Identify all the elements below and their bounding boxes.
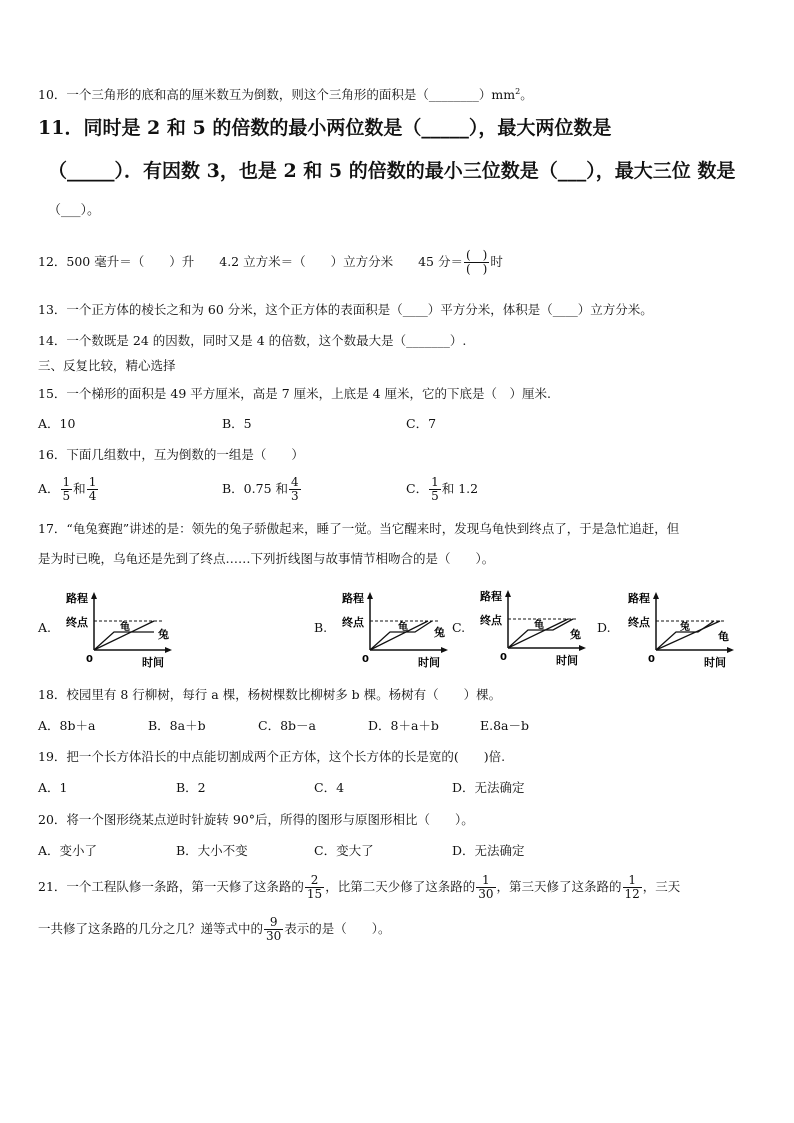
q17-option-d[interactable]: D. — [597, 620, 611, 635]
q21-f4-num: 9 — [264, 916, 283, 930]
q16-b-num: 4 — [291, 475, 299, 489]
graph-d-x-label: 时间 — [704, 656, 726, 668]
graph-c-x-label: 时间 — [556, 654, 578, 666]
q21-frac-4 — [264, 916, 283, 943]
graph-b-origin: 0 — [362, 654, 369, 665]
q18-option-b[interactable]: B．8a＋b — [148, 718, 206, 733]
question-18: 18．校园里有 8 行柳树，每行 a 棵，杨树棵数比柳树多 b 棵。杨树有（ ）棵。 — [38, 687, 502, 702]
graph-b-turtle: 龟 — [398, 622, 408, 633]
q19-option-a[interactable]: A．1 — [38, 780, 68, 795]
q20-option-b[interactable]: B．大小不变 — [176, 843, 248, 858]
question-11-line3: （___）。 — [48, 203, 101, 218]
q21-text-2: ，比第二天少修了这条路的 — [325, 879, 476, 894]
q17-option-b[interactable]: B. — [314, 620, 328, 635]
question-14: 14．一个数既是 24 的因数，同时又是 4 的倍数，这个数最大是（_______）. — [38, 333, 467, 348]
graph-d-rabbit: 兔 — [680, 622, 690, 633]
q21-f2-num: 1 — [476, 874, 495, 888]
q17-option-c[interactable]: C. — [452, 620, 466, 635]
graph-d-end-label: 终点 — [628, 616, 650, 629]
q15-option-c[interactable]: C．7 — [406, 416, 437, 431]
q18-option-a[interactable]: A．8b＋a — [38, 718, 96, 733]
q16-option-c[interactable] — [406, 476, 478, 503]
graph-a-rabbit: 兔 — [158, 628, 169, 641]
q12-den: ( ) — [465, 262, 488, 276]
q21-frac-3 — [623, 874, 642, 901]
q16-a-f2-num: 1 — [88, 475, 97, 489]
q21-frac-1 — [305, 874, 324, 901]
q19-option-c[interactable]: C．4 — [314, 780, 345, 795]
q16-a-and: 和 — [73, 481, 86, 496]
question-13: 13．一个正方体的棱长之和为 60 分米，这个正方体的表面积是（____）平方分米，体积是（____）立方分米。 — [38, 302, 653, 317]
q16-a-f1-num: 1 — [62, 475, 71, 489]
q15-option-a[interactable]: A．10 — [38, 416, 76, 431]
q16-b-frac — [289, 476, 301, 503]
q10-sup: 2 — [515, 87, 521, 96]
graph-c-y-label: 路程 — [480, 590, 502, 603]
question-17-line1: 17．“龟兔赛跑”讲述的是：领先的兔子骄傲起来，睡了一觉。当它醒来时，发现乌龟快到终点了，于是急忙追赶，但 — [38, 521, 680, 536]
q16-c-num: 1 — [431, 475, 439, 489]
q21-f1-den: 15 — [306, 887, 323, 901]
question-16: 16．下面几组数中，互为倒数的一组是（ ） — [38, 447, 304, 462]
graph-c-end-label: 终点 — [480, 614, 502, 627]
q12-num: ( ) — [465, 248, 488, 262]
section-3-heading: 三、反复比较，精心选择 — [38, 358, 176, 373]
question-11-line2: （_____）．有因数 3，也是 2 和 5 的倍数的最小三位数是（___），最大三位 数是 — [48, 160, 736, 182]
q21-f3-den: 12 — [624, 887, 640, 901]
q21-f4-den: 30 — [266, 929, 282, 943]
q21-frac-2 — [476, 874, 495, 901]
graph-b-x-label: 时间 — [418, 656, 440, 668]
graph-d-origin: 0 — [648, 654, 655, 665]
q16-c-suffix: 和 1.2 — [441, 481, 479, 496]
q17-option-a[interactable]: A. — [38, 620, 52, 635]
q16-option-a[interactable] — [38, 476, 99, 503]
q12-fraction — [464, 249, 489, 276]
graph-b-rabbit: 兔 — [434, 626, 445, 639]
q20-option-a[interactable]: A．变小了 — [38, 843, 98, 858]
graph-a-end-label: 终点 — [66, 616, 88, 629]
graph-a-x-label: 时间 — [142, 656, 164, 668]
graph-c-origin: 0 — [500, 652, 507, 663]
q16-a-f2-den: 4 — [88, 489, 97, 503]
question-21-line2 — [38, 912, 391, 946]
q16-c-den: 5 — [431, 489, 439, 503]
q21-text-5: 一共修了这条路的几分之几？递等式中的 — [38, 921, 264, 936]
q17-graph-b — [340, 588, 450, 672]
q21-f2-den: 30 — [478, 887, 494, 901]
question-21-line1 — [38, 870, 680, 904]
q16-c-label: C． — [406, 481, 429, 496]
q19-option-d[interactable]: D．无法确定 — [452, 780, 525, 795]
q18-option-d[interactable]: D．8＋a＋b — [368, 718, 439, 733]
q21-text-1: 21．一个工程队修一条路，第一天修了这条路的 — [38, 879, 304, 894]
q10-text: 10．一个三角形的底和高的厘米数互为倒数，则这个三角形的面积是（________）mm — [38, 87, 516, 103]
q20-option-c[interactable]: C．变大了 — [314, 843, 374, 858]
q12-unit: 时 — [490, 254, 503, 269]
graph-c-turtle: 龟 — [534, 620, 544, 631]
graph-a-turtle: 龟 — [120, 622, 130, 633]
graph-a-y-label: 路程 — [66, 592, 88, 605]
q12-text: 12．500 毫升＝（ ）升 4.2 立方米＝（ ）立方分米 45 分＝ — [38, 254, 463, 269]
question-10 — [38, 84, 533, 103]
question-19: 19．把一个长方体沿长的中点能切割成两个正方体，这个长方体的长是宽的( )倍. — [38, 749, 506, 764]
q20-option-d[interactable]: D．无法确定 — [452, 843, 525, 858]
q21-f3-num: 1 — [623, 874, 642, 888]
q17-graph-a — [64, 588, 174, 672]
question-12 — [38, 244, 503, 280]
q16-a-frac2 — [87, 476, 99, 503]
q16-a-label: A． — [38, 481, 60, 496]
graph-a-origin: 0 — [86, 654, 93, 665]
q16-a-f1-den: 5 — [62, 489, 71, 503]
q21-text-6: 表示的是（ ）。 — [284, 921, 391, 936]
q10-end: 。 — [520, 87, 533, 103]
question-15: 15．一个梯形的面积是 49 平方厘米，高是 7 厘米，上底是 4 厘米，它的下底是（ ）厘米. — [38, 386, 552, 401]
q16-b-label: B．0.75 和 — [222, 481, 288, 496]
q16-b-den: 3 — [291, 489, 299, 503]
graph-b-y-label: 路程 — [342, 592, 364, 605]
q16-option-b[interactable] — [222, 476, 302, 503]
question-20: 20．将一个图形绕某点逆时针旋转 90°后，所得的图形与原图形相比（ ）。 — [38, 812, 474, 827]
q21-text-4: ，三天 — [642, 879, 681, 894]
q21-f1-num: 2 — [305, 874, 324, 888]
q21-text-3: ，第三天修了这条路的 — [496, 879, 622, 894]
q19-option-b[interactable]: B．2 — [176, 780, 206, 795]
question-11-line1: 11．同时是 2 和 5 的倍数的最小两位数是（_____），最大两位数是 — [38, 117, 612, 139]
graph-c-rabbit: 兔 — [570, 628, 581, 641]
question-17-line2: 是为时已晚，乌龟还是先到了终点……下列折线图与故事情节相吻合的是（ ）。 — [38, 551, 495, 566]
q18-option-c[interactable]: C．8b－a — [258, 718, 316, 733]
q17-graph-c — [478, 586, 588, 670]
graph-d-turtle: 龟 — [718, 630, 729, 643]
q16-c-frac — [429, 476, 441, 503]
q17-graph-d — [626, 588, 736, 672]
q18-option-e[interactable]: E.8a－b — [480, 718, 530, 733]
graph-d-y-label: 路程 — [628, 592, 650, 605]
q15-option-b[interactable]: B．5 — [222, 416, 252, 431]
graph-b-end-label: 终点 — [342, 616, 364, 629]
q16-a-frac1 — [61, 476, 73, 503]
